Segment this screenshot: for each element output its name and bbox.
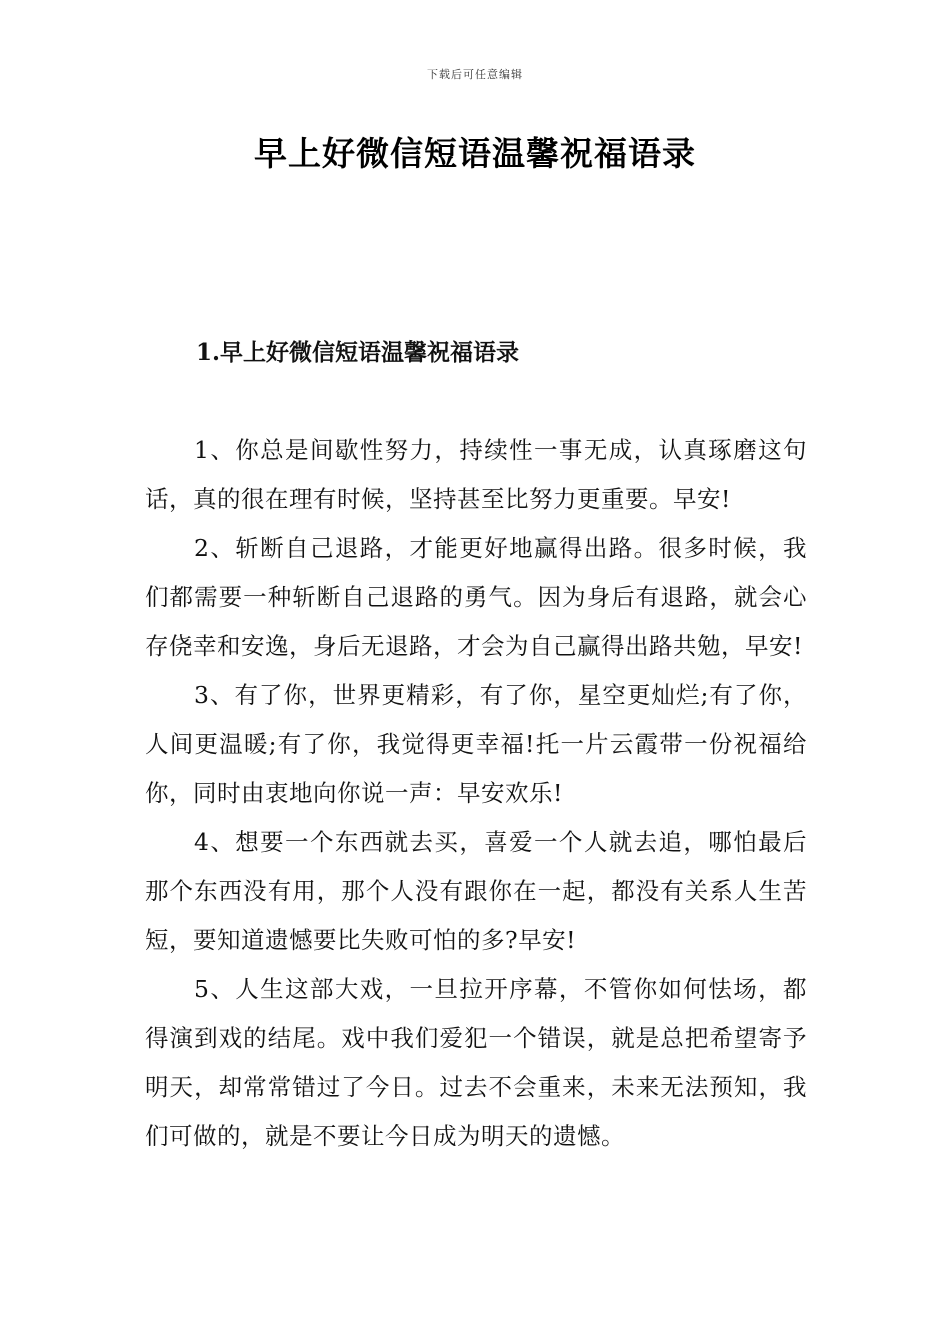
section-heading: 1.早上好微信短语温馨祝福语录 [196, 339, 520, 366]
paragraph-2: 2、斩断自己退路，才能更好地赢得出路。很多时候，我们都需要一种斩断自己退路的勇气。因为身后有退路，就会心存侥幸和安逸，身后无退路，才会为自己赢得出路共勉，早安! [145, 534, 807, 660]
paragraph-4: 4、想要一个东西就去买，喜爱一个人就去追，哪怕最后那个东西没有用，那个人没有跟你在一起，都没有关系人生苦短，要知道遗憾要比失败可怕的多?早安! [145, 828, 807, 954]
paragraph-3: 3、有了你，世界更精彩，有了你，星空更灿烂;有了你，人间更温暖;有了你，我觉得更幸福!托一片云霞带一份祝福给你，同时由衷地向你说一声：早安欢乐! [145, 681, 807, 807]
document-title: 早上好微信短语温馨祝福语录 [254, 134, 696, 173]
header-note: 下载后可任意编辑 [427, 68, 523, 81]
paragraph-1: 1、你总是间歇性努力，持续性一事无成，认真琢磨这句话，真的很在理有时候，坚持甚至比努力更重要。早安! [145, 436, 807, 513]
paragraph-5: 5、人生这部大戏，一旦拉开序幕，不管你如何怯场，都得演到戏的结尾。戏中我们爱犯一个错误，就是总把希望寄予明天，却常常错过了今日。过去不会重来，未来无法预知，我们可做的，就是不要让今日成为明天的遗憾。 [145, 975, 807, 1150]
body-text [145, 426, 807, 1161]
